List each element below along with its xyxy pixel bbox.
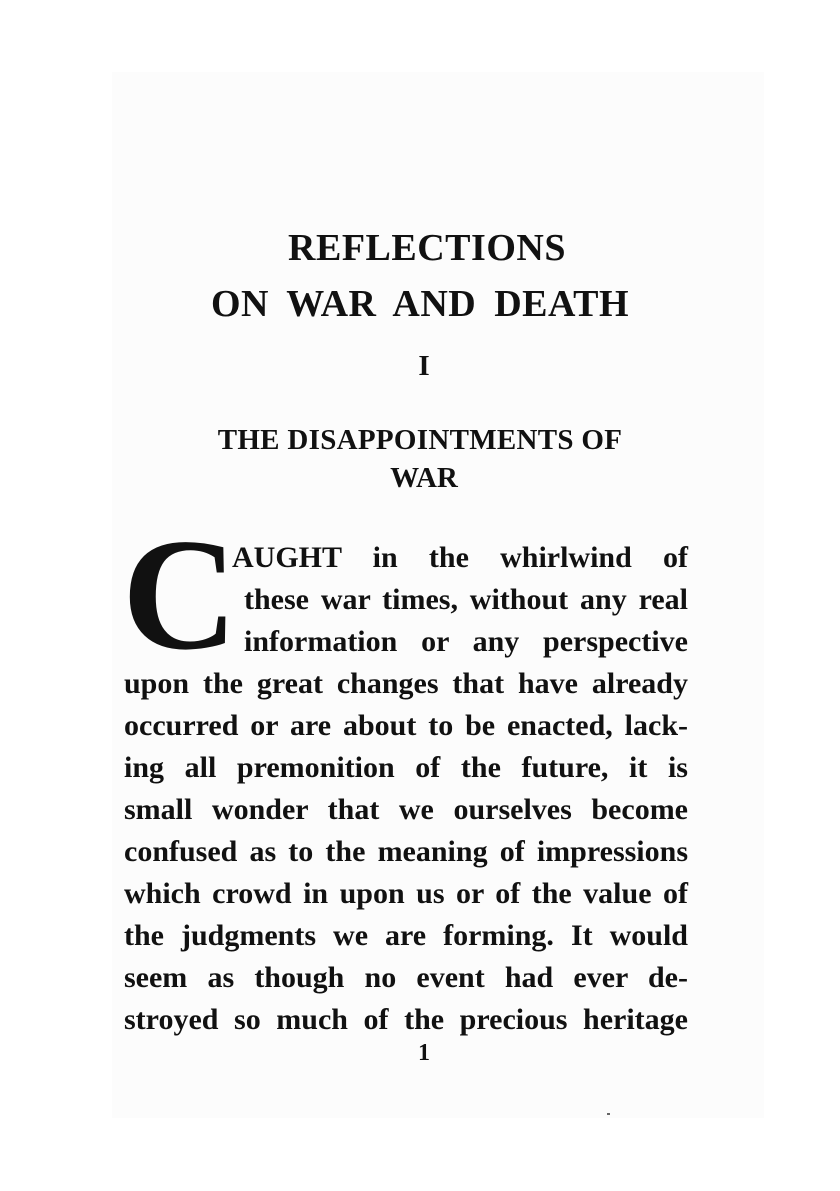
body-text-line: confused as to the meaning of impressions [124,835,688,868]
body-text-line: seem as though no event had ever de- [124,961,688,994]
body-text-line: these war times, without any real [244,583,688,616]
body-text-line: AUGHT in the whirlwind of [232,541,688,574]
body-text-line: the judgments we are forming. It would [124,919,688,952]
body-text-line: ing all premonition of the future, it is [124,751,688,784]
book-title-line-1: REFLECTIONS [288,227,566,269]
body-text-line: occurred or are about to be enacted, lack- [124,709,688,742]
page-number: 1 [418,1040,430,1066]
body-text-line: which crowd in upon us or of the value of [124,877,688,910]
body-text-line: small wonder that we ourselves become [124,793,688,826]
chapter-title-line-1: THE DISAPPOINTMENTS OF [217,424,623,456]
body-text-line: information or any perspective [244,625,688,658]
book-title-line-2: ON WAR AND DEATH [210,283,630,325]
body-text-line: upon the great changes that have already [124,667,688,700]
scan-speck [607,1113,610,1115]
chapter-title-line-2: WAR [390,462,458,494]
chapter-number: I [418,350,430,382]
body-text-line: stroyed so much of the precious heritage [124,1003,688,1036]
drop-cap: C [122,505,238,683]
